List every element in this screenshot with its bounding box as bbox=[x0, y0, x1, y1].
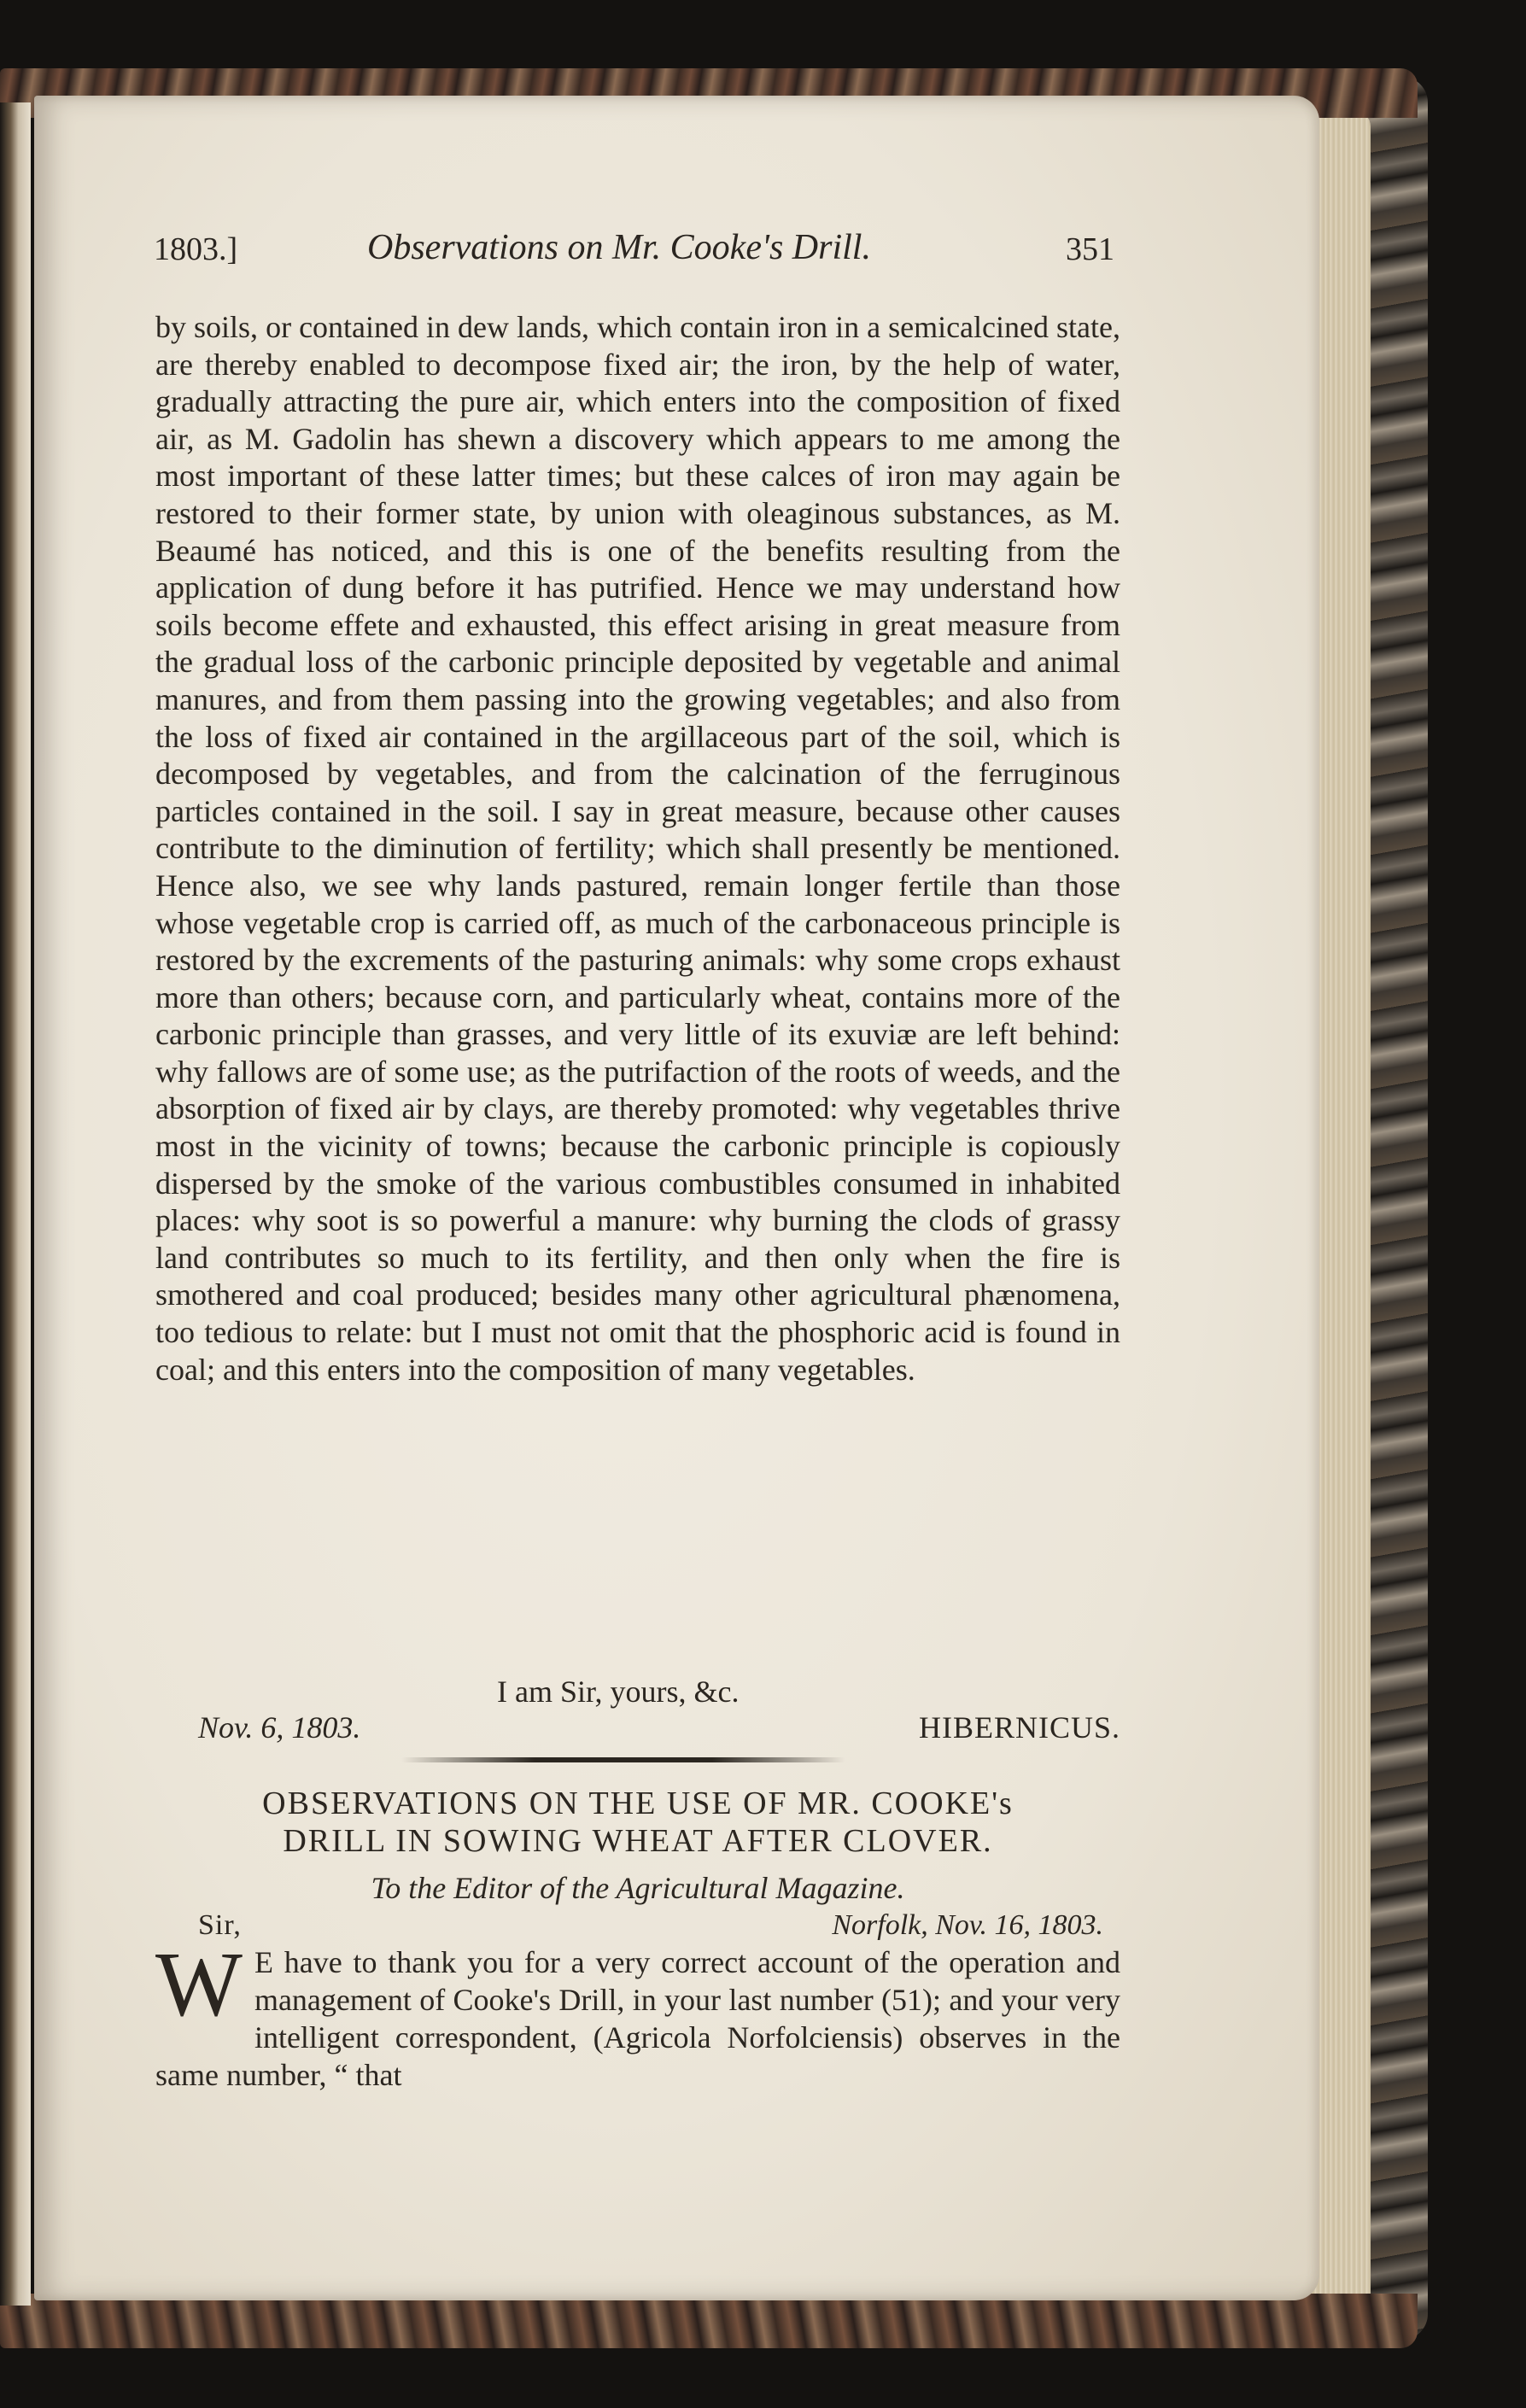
left-page-sliver bbox=[0, 102, 31, 2306]
drop-cap: W bbox=[155, 1934, 243, 2036]
author-name: HIBERNICUS. bbox=[918, 1710, 1120, 1745]
article-title bbox=[155, 1785, 1120, 1860]
section-divider bbox=[401, 1757, 845, 1762]
letter-opening bbox=[155, 1934, 1120, 2094]
editor-address: To the Editor of the Agricultural Magazine. bbox=[371, 1871, 905, 1905]
body-paragraph: by soils, or contained in dew lands, which contain iron in a semicalcined state, are thereby enabled to decompose fixed air; the iron, by the help of water, gradually attracting the pure air, which enters into the composition of fixed air, as M. Gadolin has shewn a discovery which appears to me among the most important of these latter times; but these calces of iron may again be restored to their former state, by union with oleaginous substances, as M. Beaumé has noticed, and this is one of the benefits resulting from the application of dung before it has putrified. Hence we may understand how soils become effete and exhausted, this effect arising in great measure from the gradual loss of the carbonic principle deposited by vegetable and animal manures, and from them passing into the growing vegetables; and also from the loss of fixed air contained in the argillaceous part of the soil, which is decomposed by vegetables, and from the calcination of the ferruginous particles contained in the soil. I say in great measure, because other causes contribute to the diminution of fertility; which shall presently be mentioned. Hence also, we see why lands pastured, remain longer fertile than those whose vegetable crop is carried off, as much of the carbonaceous principle is restored by the excrements of the pasturing animals: why some crops exhaust more than others; because corn, and particularly wheat, contains more of the carbonic principle than grasses, and very little of its exuviæ are left behind: why fallows are of some use; as the putrifaction of the roots of weeds, and the absorption of fixed air by clays, are thereby promoted: why vegetables thrive most in the vicinity of towns; because the carbonic principle is copiously dispersed by the smoke of the various combustibles consumed in inhabited places: why soot is so powerful a manure: why burning the clods of grassy land contributes so much to its fertility, and then only when the fire is smothered and coal produced; besides many other agricultural phænomena, too tedious to relate: but I must not omit that the phosphoric acid is found in coal; and this enters into the composition of many vegetables. bbox=[155, 310, 1120, 1387]
letter-date: Nov. 6, 1803. bbox=[198, 1710, 361, 1745]
closing-line: I am Sir, yours, &c. bbox=[497, 1674, 740, 1709]
running-head bbox=[120, 228, 1114, 278]
letter-text: E have to thank you for a very correct account of the operation and management of Cooke's Drill, in your last number (51); and your very intelligent correspondent, (Agricola Norfolciensis) observes in the same number, “ that bbox=[155, 1945, 1120, 2092]
page-number: 351 bbox=[1066, 231, 1114, 267]
signature-block bbox=[155, 1674, 1120, 1750]
article-title-line-2: DRILL IN SOWING WHEAT AFTER CLOVER. bbox=[283, 1823, 993, 1859]
running-head-title: Observations on Mr. Cooke's Drill. bbox=[367, 228, 871, 267]
running-head-year: 1803.] bbox=[154, 231, 238, 267]
page-fore-edge bbox=[1311, 111, 1371, 2314]
salutation-line bbox=[155, 1909, 1120, 1947]
body-text bbox=[155, 309, 1120, 1388]
cover-bottom-edge bbox=[0, 2294, 1418, 2348]
salutation: Sir, bbox=[198, 1909, 242, 1941]
place-date: Norfolk, Nov. 16, 1803. bbox=[832, 1909, 1103, 1941]
article-title-line-1: OBSERVATIONS ON THE USE OF MR. COOKE's bbox=[262, 1786, 1014, 1821]
